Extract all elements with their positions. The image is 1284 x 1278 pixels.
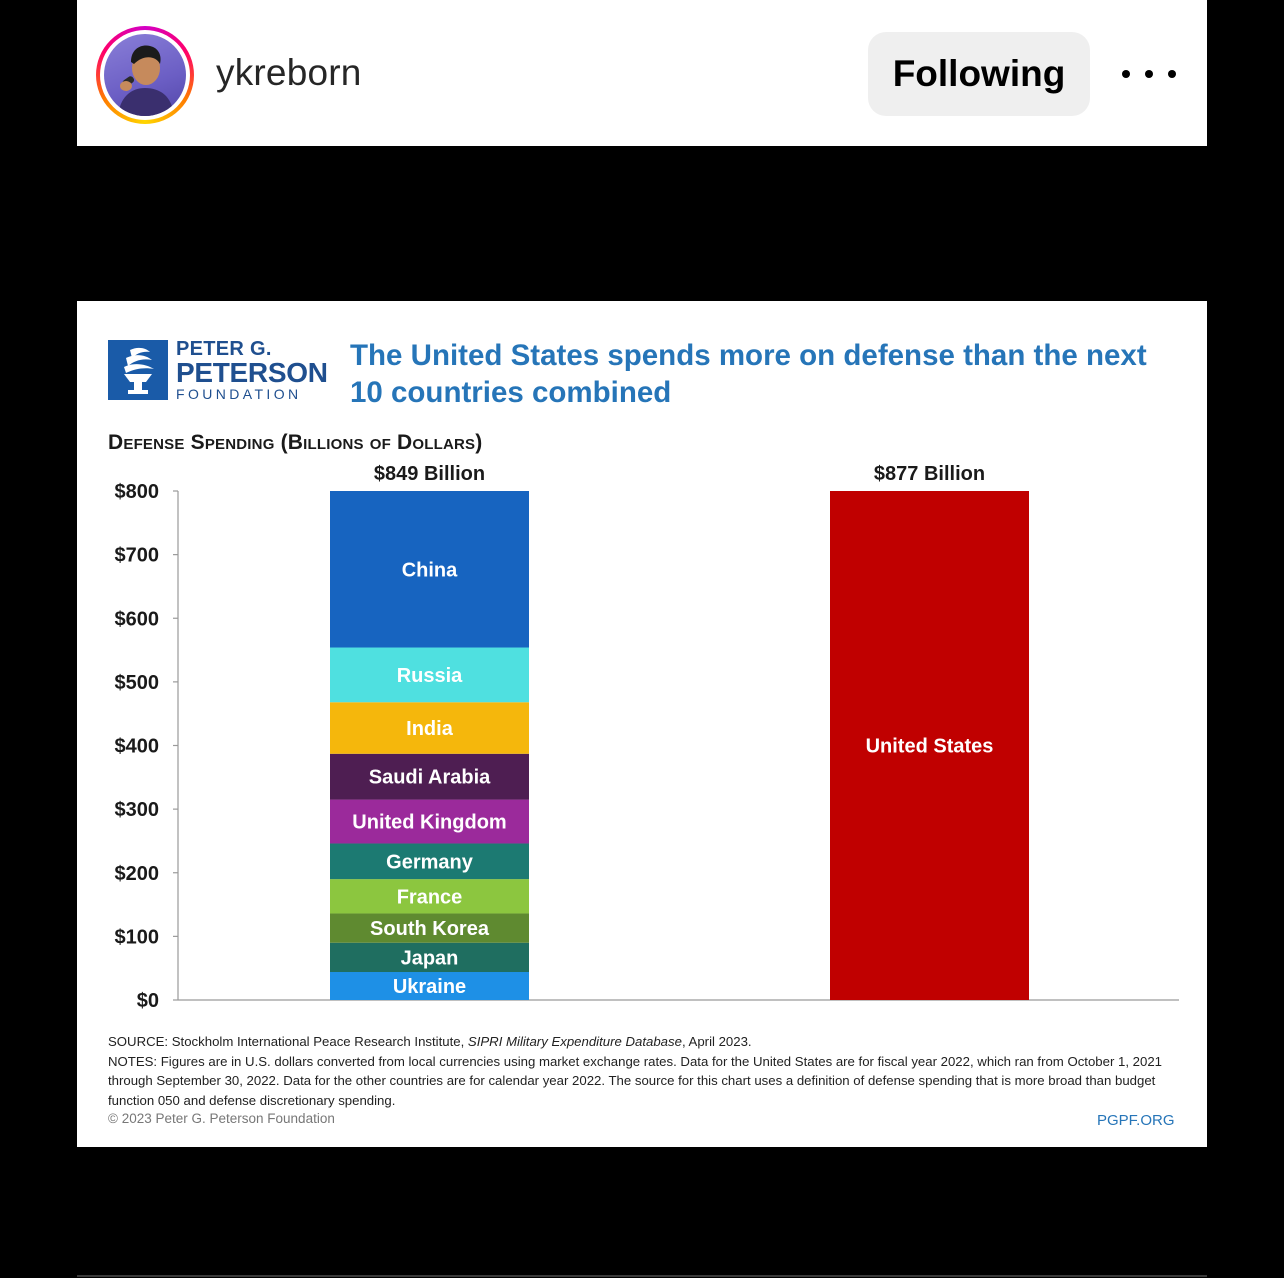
bar-segment-label: France	[396, 886, 463, 909]
org-name-line2: PETERSON	[176, 357, 328, 388]
avatar-story-ring[interactable]	[96, 26, 194, 124]
y-tick-label: $600	[114, 608, 159, 631]
bar-total-label: $877 Billion	[873, 463, 986, 485]
bar-segment-label: United States	[865, 735, 994, 758]
bar-segment-label: United Kingdom	[352, 811, 507, 834]
chart-subtitle: Defense Spending (Billions of Dollars)	[108, 431, 483, 454]
y-tick-label: $300	[114, 799, 159, 822]
post-username[interactable]: ykreborn	[216, 52, 362, 93]
y-tick-label: $700	[114, 544, 159, 567]
bar-segment-label: Russia	[396, 664, 463, 687]
y-tick-label: $800	[114, 481, 159, 503]
bar-segment-label: Germany	[386, 851, 473, 874]
bar-segment-label: South Korea	[370, 918, 489, 941]
bar-segment-label: India	[406, 718, 453, 741]
avatar[interactable]	[104, 34, 186, 116]
bar-total-label: $849 Billion	[373, 463, 486, 485]
y-tick-label: $400	[114, 735, 159, 758]
bar-segment-label: Saudi Arabia	[368, 766, 491, 789]
copyright: © 2023 Peter G. Peterson Foundation	[108, 1111, 335, 1126]
notes-line: NOTES: Figures are in U.S. dollars converted from local currencies using market exchange rates. Data for the United States are for fiscal year 2022, which ran from October 1, 2021 through September 30, 2022. Data for the other countries are for calendar year 2022. The source for this chart uses a definition of defense spending that is more broad than budget function 050 and defense discretionary spending.	[108, 1053, 1163, 1108]
y-tick-label: $0	[136, 990, 159, 1012]
avatar-person-icon	[104, 34, 186, 116]
source-line: SOURCE: Stockholm International Peace Research Institute, SIPRI Military Expenditure Database, April 2023.	[108, 1034, 752, 1049]
site-link: PGPF.ORG	[1097, 1112, 1175, 1129]
org-name-line3: FOUNDATION	[176, 386, 302, 402]
chart-source-notes	[108, 1032, 1183, 1110]
bar-segment-label: China	[401, 559, 458, 582]
org-name-line1: PETER G.	[176, 338, 272, 360]
more-horizontal-icon[interactable]	[1122, 56, 1176, 92]
following-button[interactable]: Following	[868, 32, 1090, 116]
bar-segment-label: Ukraine	[392, 976, 467, 999]
stacked-bar-chart	[77, 301, 1207, 1021]
y-tick-label: $200	[114, 862, 159, 885]
y-tick-label: $100	[114, 926, 159, 949]
post-image	[77, 301, 1207, 1147]
y-tick-label: $500	[114, 671, 159, 694]
bar-segment-label: Japan	[400, 947, 459, 970]
feed-divider	[77, 1275, 1207, 1277]
chart-title: The United States spends more on defense than the next 10 countries combined	[350, 339, 1147, 409]
